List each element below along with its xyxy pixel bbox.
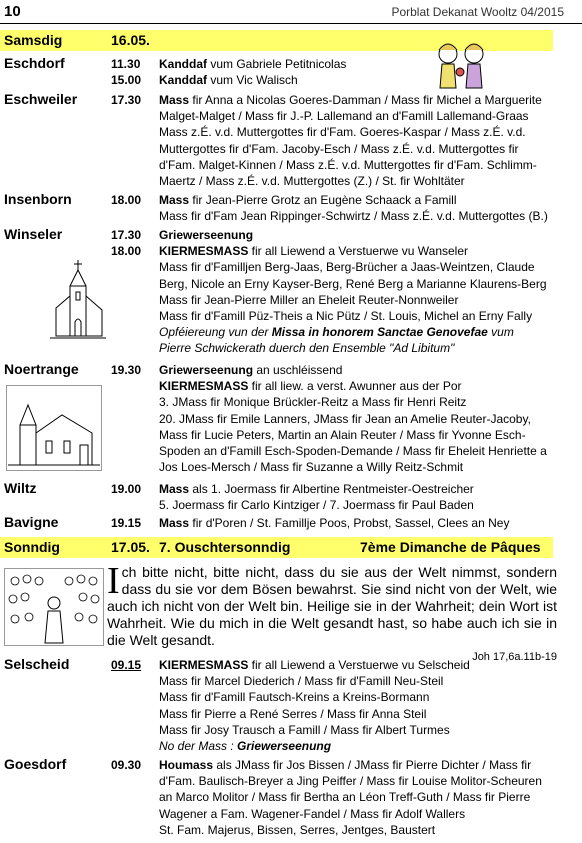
place-name: Bavigne [4,514,59,530]
crowd-illustration [4,568,104,646]
event-text: KIERMESMASS fir all Liewend a Verstuerwe vu Selscheid Mass fir Marcel Diederich / Mass fir d'Famill Neu-Steil Mass fir d'Famill Fautsch-Kreins a Kreins-Bormann Mass fir Pierre a René Serres / Mass fir Anna Steil Mass fir Josy Trausch a Famill / Mass fir Albert Turmes No der Mass : Griewerseenung [159,658,470,754]
church-illustration [6,385,102,471]
event-line: Kanddaf vum Gabriele Petitnicolas [159,57,347,71]
time: 17.30 [111,228,142,242]
event-text: Griewerseenung KIERMESMASS fir all Liewend a Verstuerwe vu Wanseler Mass fir d'Familljen Berg-Jaas, Berg-Brücher a Jaas-Weintzen, Claude Berg, Nicole an Erny Kayser-Berg, René Berg a Marianne Klaurens-Berg Mass fir Jean-Pierre Miller an Eheleit Reuter-Nonnweiler Mass fir d'Famill Püz-Theis a Nic Pütz / St. Louis, Michel an Erny Fally Opféiereung vun der Missa in honorem Sanctae Genovefae vum Pierre Schwickerath duerch den Ensemble "Ad Libitum" [159,228,547,356]
gospel-quote [2,560,557,663]
place-name: Goesdorf [4,756,67,772]
time: 09.15 [111,658,142,672]
publication-title: Porblat Dekanat Wooltz 04/2015 [391,5,564,19]
time: 19.15 [111,516,142,530]
church-illustration [50,258,106,340]
time: 18.00 [111,244,142,258]
time: 09.30 [111,758,142,772]
place-name: Winseler [4,226,63,242]
time: 18.00 [111,193,142,207]
time: 11.30 [111,57,141,71]
time: 17.30 [111,93,142,107]
event-text: Mass fir Jean-Pierre Grotz an Eugène Schaack a Famill Mass fir d'Fam Jean Rippinger-Schwirtz / Mass z.É. v.d. Muttergottes (B.) [159,193,548,224]
time: 19.30 [111,363,142,377]
time: 15.00 [111,73,142,87]
gospel-text: Ich bitte nicht, bitte nicht, dass du sie aus der Welt nimmst, sondern dass du sie vor dem Bösen bewahrst. Sie sind nicht von der Welt, wie auch ich nicht von der Welt bin. Heilige sie in der Wahrheit; dein Wort ist Wahrheit. Wie du mich in die Welt gesandt hast, so habe auch ich sie in die Welt gesandt. Joh 17,6a.11b-19 [107,564,557,666]
event-text: Houmass als JMass fir Jos Bissen / JMass fir Pierre Dichter / Mass fir d'Fam. Baulisch-Breyer a Jing Peiffer / Mass fir Louise Molitor-Scheuren an Marco Molitor / Mass fir Bertha an Léon Treff-Guth / Mass fir Pierre Wagener a Fam. Wagener-Fandel / Mass fir Adolf Wallers St. Fam. Majerus, Bissen, Serres, Jentges, Baustert [159,758,542,837]
page-header [0,0,582,24]
day-name: Sonndig [4,539,60,555]
event-text: Griewerseenung an uschléissend KIERMESMASS fir all liew. a verst. Awunner aus der Por 3. JMass fir Monique Brückler-Reitz a Mass fir Henri Reitz 20. JMass fir Emile Lanners, JMass fir Jean an Amelie Reuter-Jacoby, Mass fir Lucie Peters, Martin an Alain Reuter / Mass fir Yvonne Esch- Spoden an d'Famill Esch-Spoden-Demande / Mass fir Eheleit Henriette a Jos Loes-Mersch / Mass fir Suzanne a Willy Reitz-Schmit [159,363,547,475]
page-number: 10 [4,3,21,20]
place-name: Wiltz [4,480,37,496]
event-text: Mass fir d'Poren / St. Famillje Poos, Probst, Sassel, Clees an Ney [159,516,510,530]
place-name: Selscheid [4,656,70,672]
time: 19.00 [111,482,142,496]
place-name: Eschweiler [4,91,78,107]
liturgical-title: 7. Ouschtersonndig [159,539,291,555]
event-text: Mass fir Anna a Nicolas Goeres-Damman / Mass fir Michel a Marguerite Malget-Malget / Mass fir J.-P. Lallemand an d'Famill Lallemand-Graas Mass z.É. v.d. Muttergottes fir d'Fam. Goeres-Kaspar / Mass z.É. v.d. Muttergottes fir d'Fam. Jacoby-Esch / Mass z.É. v.d. Muttergottes fir d'Fam. Malget-Kinnen / Mass z.É. v.d. Muttergottes fir d'Fam. Schlimm- Maertz / Mass z.É. v.d. Muttergottes (Z.) / St. fir Wohltäter [159,93,542,189]
place-name: Insenborn [4,191,72,207]
place-name: Noertrange [4,361,79,377]
day-date: 16.05. [111,32,150,48]
sunday-band [0,537,553,558]
gospel-reference: Joh 17,6a.11b-19 [472,651,557,663]
event-text: Mass als 1. Joermass fir Albertine Rentmeister-Oestreicher 5. Joermass fir Carlo Kintziger / 7. Joermass fir Paul Baden [159,482,474,513]
day-date: 17.05. [111,539,150,555]
liturgical-title-fr: 7ème Dimanche de Pâques [360,539,541,555]
drop-cap: I [107,560,120,602]
place-name: Eschdorf [4,55,65,71]
event-line: Kanddaf vum Vic Walisch [159,73,298,87]
day-name: Samsdig [4,32,63,48]
header-rule [0,23,582,24]
